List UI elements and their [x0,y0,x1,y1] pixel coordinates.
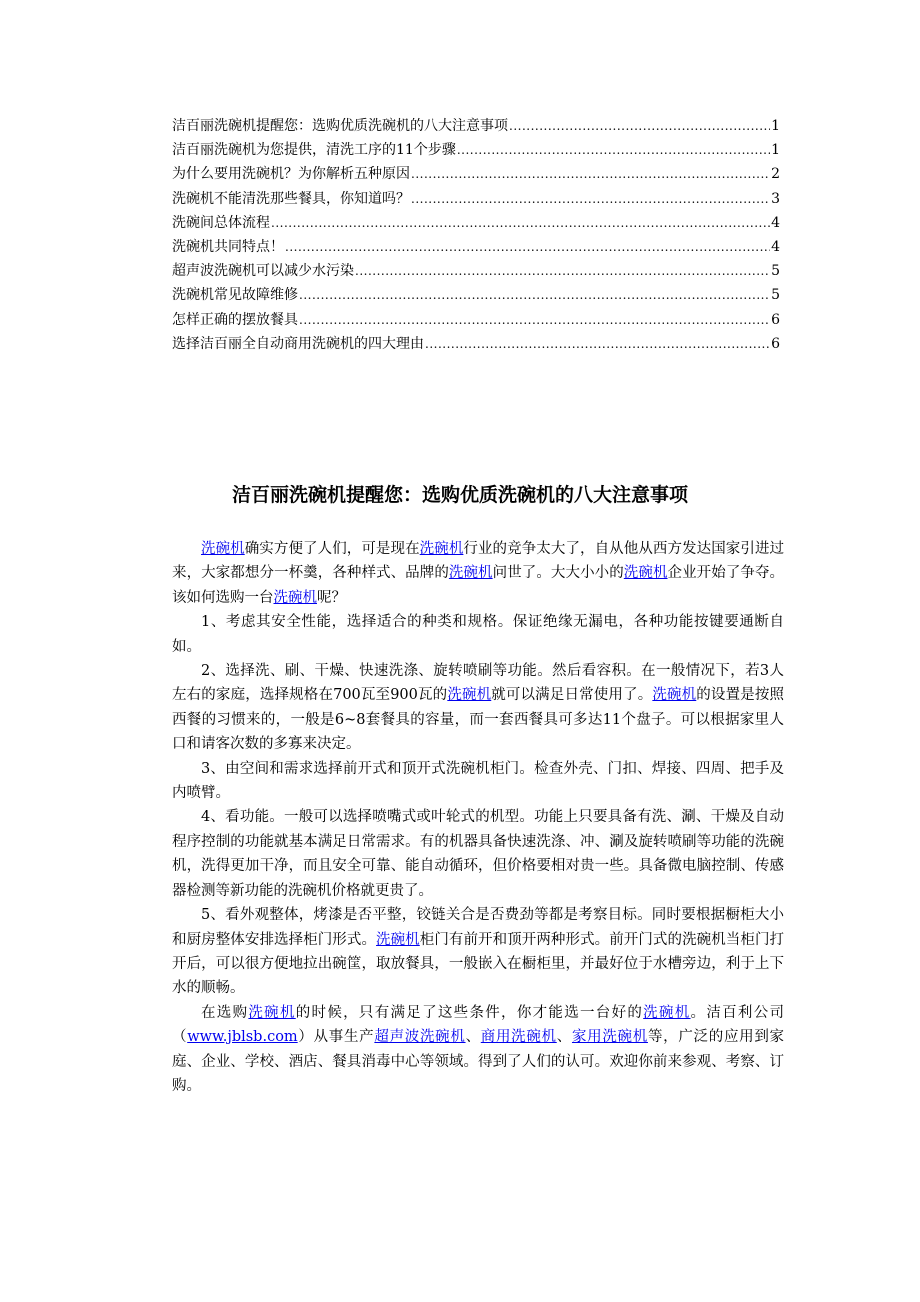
toc-entry[interactable] [172,235,780,259]
paragraph-text: 。洁百利公司（ [172,1004,785,1046]
toc-entry-title[interactable]: 为什么要用洗碗机？为你解析五种原因 [172,166,410,183]
paragraph-text: 问世了。大大小小的 [492,565,624,582]
toc-dot-leader [509,114,770,138]
toc-entry[interactable] [172,138,780,162]
toc-entry-title[interactable]: 超声波洗碗机可以减少水污染 [172,263,354,280]
paragraph-text: 就可以满足日常使用了。 [491,687,653,704]
toc-dot-leader [299,308,770,332]
tip-paragraph-4: 4、看功能。一般可以选择喷嘴式或叶轮式的机型。功能上只要具备有洗、涮、干燥及自动程序控制的功能就基本满足日常需求。有的机器具备快速洗涤、冲、涮及旋转喷刷等功能的洗碗机，洗得更加干净，而且安全可靠、能自动循环，但价格要相对贵一些。具备微电脑控制、传感器检测等新功能的洗碗机价格就更贵了。 [172,809,784,899]
toc-entry[interactable] [172,114,780,138]
toc-dot-leader [271,211,770,235]
toc-entry[interactable] [172,332,780,356]
toc-entry-title[interactable]: 选择洁百丽全自动商用洗碗机的四大理由 [172,335,424,352]
paragraph-text: 2、选择洗、刷、干燥、快速洗涤、旋转喷刷等功能。然后看容积。在一般情况下，若3人左右的家庭，选择规格在700瓦至900瓦的 [172,663,784,704]
toc-page-number[interactable]: 2 [771,166,780,183]
paragraph-text: 的时候，只有满足了这些条件，你才能选一台好的 [295,1004,644,1021]
paragraph-text: 行业的竞争太大了，自从他从西方发达国家引进过来，大家都想分一杯羹，各种样式、品牌的 [172,541,785,582]
toc-dot-leader [411,187,770,211]
toc-page-number[interactable]: 1 [771,142,780,159]
toc-page-number[interactable]: 6 [771,335,780,352]
paragraph-text: 、 [556,1029,572,1046]
toc-entry[interactable] [172,211,780,235]
toc-entry[interactable] [172,187,780,211]
household-dishwasher-link[interactable]: 家用洗碗机 [571,1029,648,1046]
toc-entry-title[interactable]: 洗碗机不能清洗那些餐具，你知道吗？ [172,190,410,207]
dishwasher-link[interactable]: 洗碗机 [448,565,493,582]
toc-page-number[interactable]: 4 [771,238,780,255]
toc-entry-title[interactable]: 洁百丽洗碗机为您提供，清洗工序的11个步骤 [172,142,456,159]
paragraph-text: 柜门有前开和顶开两种形式。前开门式的洗碗机当柜门打开后，可以很方便地拉出碗筐，取放餐具，一般嵌入在橱柜里，并最好位于水槽旁边，利于上下水的顺畅。 [172,931,785,997]
toc-dot-leader [355,259,770,283]
toc-entry-title[interactable]: 洗碗机共同特点！ [172,238,284,255]
paragraph-text: 企业开始了争夺。该如何选购一台 [172,565,785,606]
paragraph-text: ）从事生产 [297,1029,375,1046]
dishwasher-link[interactable]: 洗碗机 [447,687,492,704]
tip-paragraph-3: 3、由空间和需求选择前开式和顶开式洗碗机柜门。检查外壳、门扣、焊接、四周、把手及内喷臂。 [172,760,784,802]
toc-page-number[interactable]: 3 [771,190,780,207]
tip-paragraph-5 [172,903,784,1001]
toc-entry[interactable] [172,283,780,307]
paragraph-text: 确实方便了人们，可是现在 [244,541,420,557]
dishwasher-link[interactable]: 洗碗机 [376,931,420,948]
tip-paragraph-2 [172,659,784,757]
paragraph-text: 的设置是按照西餐的习惯来的，一般是6~8套餐具的容量，而一套西餐具可多达11个盘子。可以根据家里人口和请客次数的多寡来决定。 [172,687,785,753]
toc-page-number[interactable]: 4 [771,214,780,231]
paragraph-text: 等，广泛的应用到家庭、企业、学校、酒店、餐具消毒中心等领域。得到了人们的认可。欢迎你前来参观、考察、订购。 [172,1029,785,1094]
dishwasher-link[interactable]: 洗碗机 [248,1004,296,1021]
ultrasonic-dishwasher-link[interactable]: 超声波洗碗机 [374,1029,466,1046]
closing-paragraph [172,1001,784,1099]
paragraph-text: 、 [465,1029,481,1046]
toc-entry[interactable] [172,259,780,283]
toc-entry-title[interactable]: 怎样正确的摆放餐具 [172,311,298,328]
tip-paragraph-1: 1、考虑其安全性能，选择适合的种类和规格。保证绝缘无漏电，各种功能按键要通断自如。 [172,614,784,655]
paragraph-text: 在选购 [201,1004,249,1021]
dishwasher-link[interactable]: 洗碗机 [623,565,668,582]
toc-entry-title[interactable]: 洗碗间总体流程 [172,214,270,231]
toc-page-number[interactable]: 5 [771,263,780,280]
paragraph-text: 5、看外观整体，烤漆是否平整，铰链关合是否费劲等都是考察目标。同时要根据橱柜大小和厨房整体安排选择柜门形式。 [172,907,784,948]
toc-dot-leader [457,138,770,162]
toc-entry[interactable] [172,308,780,332]
commercial-dishwasher-link[interactable]: 商用洗碗机 [480,1029,557,1046]
article-body [172,537,784,1098]
dishwasher-link[interactable]: 洗碗机 [652,687,697,704]
article-title: 洁百丽洗碗机提醒您：选购优质洗碗机的八大注意事项 [231,484,688,506]
dishwasher-link[interactable]: 洗碗机 [419,541,464,557]
toc-dot-leader [425,332,770,356]
paragraph-text: 呢？ [317,589,346,606]
dishwasher-link[interactable]: 洗碗机 [273,589,317,606]
toc-dot-leader [299,283,770,307]
toc-page-number[interactable]: 6 [771,311,780,328]
table-of-contents [172,114,780,356]
toc-dot-leader [285,235,770,259]
company-website-link[interactable]: www.jblsb.com [187,1029,298,1046]
toc-entry-title[interactable]: 洁百丽洗碗机提醒您：选购优质洗碗机的八大注意事项 [172,118,508,134]
toc-entry[interactable] [172,162,780,186]
dishwasher-link[interactable]: 洗碗机 [643,1004,691,1021]
intro-paragraph [172,537,784,610]
toc-page-number[interactable]: 5 [771,287,780,304]
dishwasher-link[interactable]: 洗碗机 [201,541,245,557]
toc-page-number[interactable]: 1 [771,118,780,134]
toc-entry-title[interactable]: 洗碗机常见故障维修 [172,287,298,304]
toc-dot-leader [411,162,770,186]
